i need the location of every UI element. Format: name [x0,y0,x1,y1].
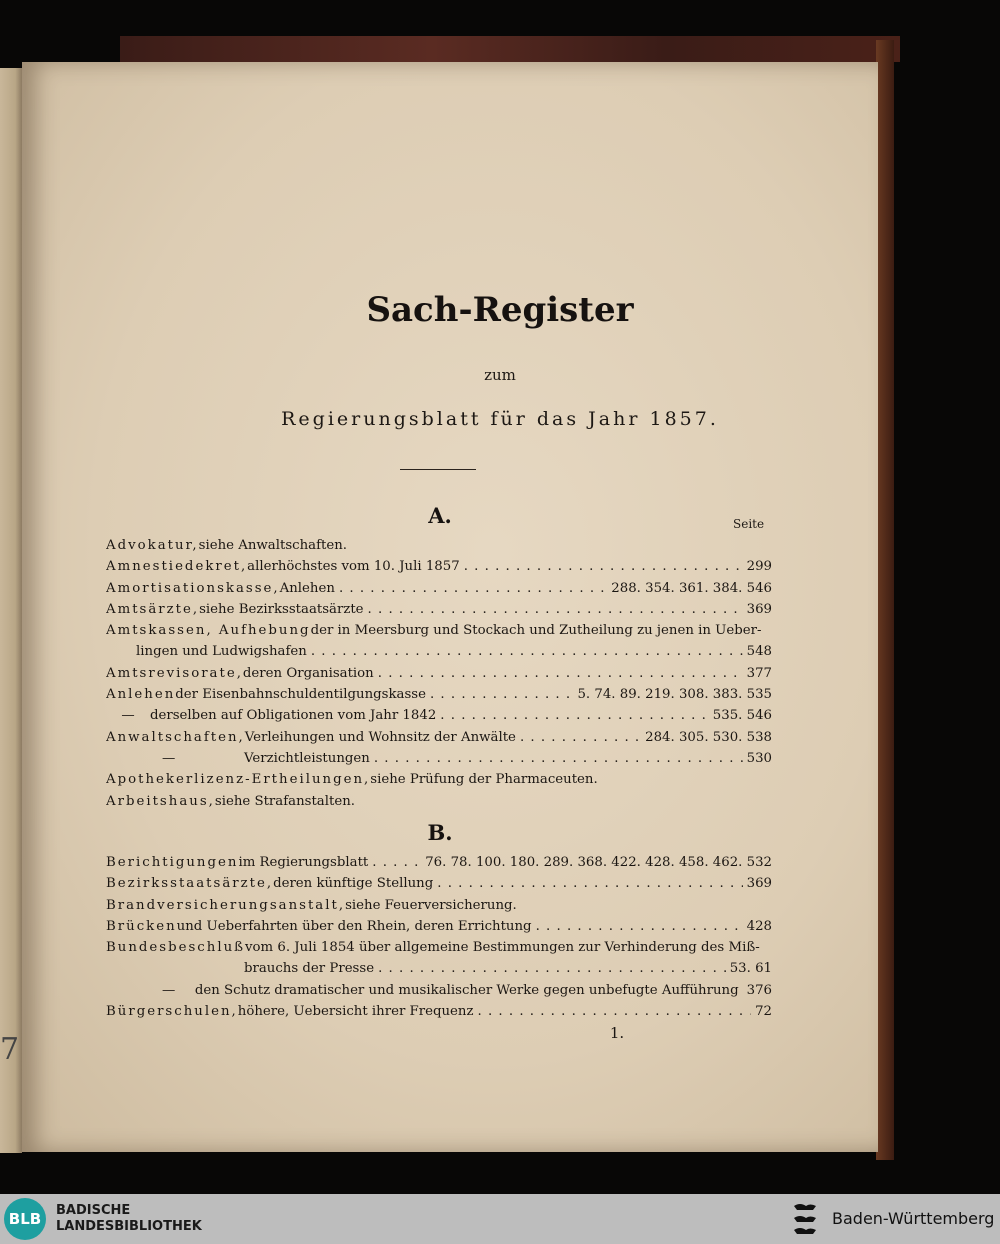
index-entry [106,958,772,979]
index-entry [106,705,772,726]
column-header-seite: Seite [733,517,765,531]
index-entry [106,873,772,894]
state-name: Baden-Württemberg [832,1209,995,1228]
leader-dots [368,599,743,620]
index-entry [106,663,772,684]
leader-dots [430,684,573,705]
entry-page-refs: 72 [755,1004,772,1020]
index-entry [106,852,772,873]
index-entry [106,748,772,769]
entry-page-refs: 548 [746,644,772,660]
entry-page-refs: 299 [746,559,772,575]
lions-coat-of-arms-icon [790,1200,822,1238]
entry-text: vom 6. Juli 1854 über allgemeine Bestimmungen zur Verhinderung des Miß- [245,940,760,956]
entry-text: derselben auf Obligationen vom Jahr 1842 [150,708,437,724]
previous-page-edge [0,68,22,1153]
entry-keyword: Amtsrevisorate, [106,665,243,681]
entry-text: den Schutz dramatischer und musikalischer Werke gegen unbefugte Aufführung [194,982,739,998]
index-list-a [106,535,772,812]
viewer-footer [0,1194,1000,1244]
index-entry [106,791,772,812]
index-entry [106,599,772,620]
entry-text: brauchs der Presse [244,961,375,977]
entry-keyword: Anlehen [106,687,176,703]
index-entry [106,916,772,937]
index-entry [106,535,772,556]
entry-page-refs: 369 [746,601,772,617]
entry-page-refs: 377 [746,665,772,681]
leader-dots [374,748,743,769]
ditto-dash: — [121,708,135,724]
ditto-dash: — [162,750,176,766]
index-entry [106,895,772,916]
entry-page-refs: 284. 305. 530. 538 [645,729,772,745]
entry-text: und Ueberfahrten über den Rhein, deren Errichtung [176,918,532,934]
leader-dots [478,1001,752,1022]
entry-text: lingen und Ludwigshafen [136,644,307,660]
index-entry [106,727,772,748]
entry-page-refs: 5. 74. 89. 219. 308. 383. 535 [577,687,772,703]
entry-text: siehe Feuerversicherung. [345,897,517,913]
index-entry [106,556,772,577]
section-heading-a: A. [428,503,452,528]
entry-page-refs: 376 [746,982,772,998]
entry-text: Verzichtleistungen [244,750,370,766]
entry-keyword: Apothekerlizenz-Ertheilungen, [106,772,371,788]
leader-dots [372,852,421,873]
entry-text: im Regierungsblatt [238,855,369,870]
title-divider [400,469,476,470]
entry-keyword: Arbeitshaus, [106,793,215,809]
page-number: 1. [609,1024,625,1042]
index-entry [106,769,772,790]
entry-text: siehe Prüfung der Pharmaceuten. [370,772,598,788]
entry-page-refs: 53. 61 [729,961,772,977]
library-name-line2: LANDESBIBLIOTHEK [56,1219,202,1234]
index-entry [106,684,772,705]
ditto-dash: — [162,982,176,998]
entry-keyword: Berichtigungen [106,855,239,870]
entry-text: der Eisenbahnschuldentilgungskasse [175,687,426,703]
entry-keyword: Amortisationskasse, [106,580,280,596]
leader-dots [464,556,743,577]
leader-dots [536,916,743,937]
entry-keyword: Amtskassen, Aufhebung [106,623,311,639]
entry-text: höhere, Uebersicht ihrer Frequenz [237,1004,474,1020]
index-entry [106,1001,772,1022]
index-entry [106,641,772,662]
library-name-line1: BADISCHE [56,1203,131,1218]
section-heading-b: B. [427,820,453,845]
blb-logo-icon: BLB [4,1198,46,1240]
leader-dots [378,663,743,684]
entry-keyword: Anwaltschaften, [106,729,245,745]
entry-text: siehe Anwaltschaften. [198,538,348,553]
entry-text: Anlehen [279,580,335,596]
entry-text: deren Organisation [242,665,374,681]
entry-text: siehe Bezirksstaatsärzte [199,601,364,617]
entry-text: der in Meersburg und Stockach und Zutheilung zu jenen in Ueber- [310,623,762,639]
entry-page-refs: 530 [746,750,772,766]
index-entry [106,980,772,1001]
entry-keyword: Bundesbeschluß [106,940,246,956]
entry-page-refs: 369 [746,876,772,892]
entry-page-refs: 76. 78. 100. 180. 289. 368. 422. 428. 458. 462. 532 [425,855,772,870]
index-entry [106,578,772,599]
entry-keyword: Bürgerschulen, [106,1004,238,1020]
entry-keyword: Brücken [106,918,177,934]
leader-dots [378,958,726,979]
leader-dots [440,705,709,726]
entry-keyword: Amnestiedekret, [106,559,248,575]
entry-keyword: Advokatur, [106,538,199,553]
leader-dots [339,578,607,599]
entry-keyword: Amtsärzte, [106,601,200,617]
page-title: Sach-Register [366,290,634,330]
leader-dots [437,873,742,894]
entry-text: Verleihungen und Wohnsitz der Anwälte [244,729,516,745]
index-list-b [106,852,772,1022]
index-entry [106,620,772,641]
book-board-edge [876,40,894,1160]
entry-text: allerhöchstes vom 10. Juli 1857 [247,559,460,575]
leader-dots [311,641,743,662]
margin-mark: 7 [0,1032,20,1067]
page-subtitle: Regierungsblatt für das Jahr 1857. [281,408,719,430]
entry-text: deren künftige Stellung [273,876,434,892]
entry-page-refs: 535. 546 [712,708,772,724]
entry-page-refs: 288. 354. 361. 384. 546 [611,580,772,596]
leader-dots [520,727,641,748]
index-entry [106,937,772,958]
library-name [56,1203,202,1235]
entry-keyword: Bezirksstaatsärzte, [106,876,274,892]
entry-keyword: Brandversicherungsanstalt, [106,897,346,913]
title-connector: zum [484,366,516,384]
entry-page-refs: 428 [746,918,772,934]
entry-text: siehe Strafanstalten. [214,793,355,809]
book-spine-top [120,36,900,62]
